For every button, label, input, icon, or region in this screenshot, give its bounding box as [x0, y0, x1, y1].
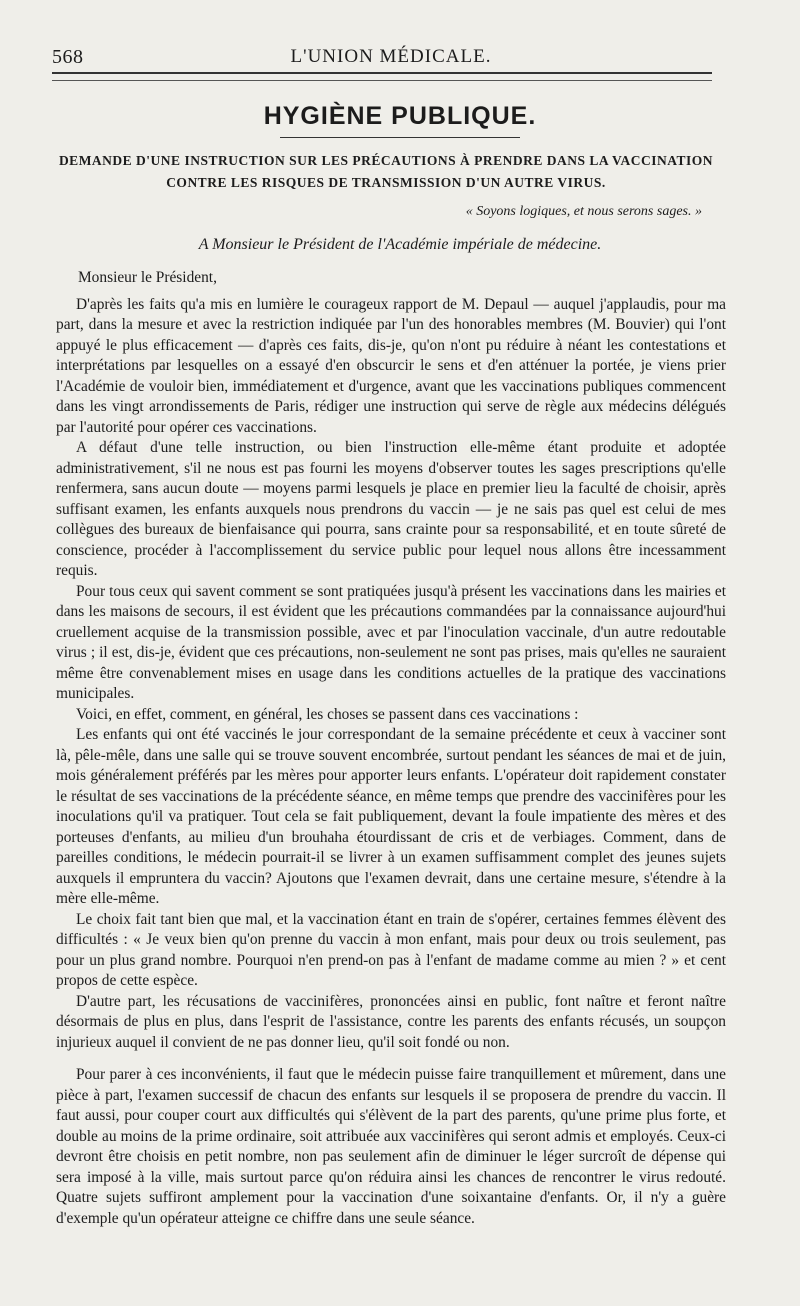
article-title: DEMANDE D'UNE INSTRUCTION SUR LES PRÉCAUTIONS À PRENDRE DANS LA VACCINATION CONTRE LES RISQUES DE TRANSMISSION D'UN AUTRE VIRUS. [58, 153, 714, 190]
header-rule-thin [52, 80, 712, 81]
paragraph: Les enfants qui ont été vaccinés le jour correspondant de la semaine précédente et ceux à vacciner sont là, pêle-mêle, dans une salle qui se trouve souvent encombrée, surtout pendant les séances de mai et de juin, mois généralement préférés par les mères pour apporter leurs enfants. L'opérateur doit rapidement constater le résultat de ses vaccinations de la précédente séance, en même temps que prendre des vaccinifères pour les inoculations qu'il va pratiquer. Tout cela se fait publiquement, devant la foule impatiente des mères et des porteuses d'enfants, au milieu d'un brouhaha étourdissant de cris et de verbiages. Comment, dans de pareilles conditions, le médecin pourrait-il se livrer à un examen suffisamment complet des jeunes sujets auxquels il empruntera du vaccin? Ajoutons que l'examen devrait, dans une certaine mesure, s'étendre à la mère elle-même. [56, 726, 726, 907]
paragraph: D'autre part, les récusations de vaccinifères, prononcées ainsi en public, font naître et feront naître désormais de plus en plus, dans l'esprit de l'assistance, contre les parents des enfants récusés, un soupçon injurieux auquel il convient de ne pas donner lieu, qu'il soit fondé ou non. [56, 992, 726, 1051]
paragraph: Le choix fait tant bien que mal, et la vaccination étant en train de s'opérer, certaines femmes élèvent des difficultés : « Je veux bien qu'on prenne du vaccin à mon enfant, mais pour deux ou trois seulement, pas pour un plus grand nombre. Pourquoi n'en prend-on pas à l'enfant de madame comme au mien ? » et cent propos de cette espèce. [56, 910, 726, 989]
paragraph: Pour tous ceux qui savent comment se sont pratiquées jusqu'à présent les vaccinations dans les mairies et dans les maisons de secours, il est évident que les précautions commandées par la connaissance aujourd'hui cruellement acquise de la transmission possible, avec et par l'inoculation vaccinale, d'un autre redoutable virus ; il est, dis-je, évident que ces précautions, non-seulement ne sont pas prises, mais qu'elles ne sauraient même être convenablement mises en usage dans les conditions actuelles de la pratique des vaccinations municipales. [56, 582, 726, 702]
epigraph: « Soyons logiques, et nous serons sages. » [465, 204, 702, 219]
paragraph: Pour parer à ces inconvénients, il faut que le médecin puisse faire tranquillement et mûrement, dans une pièce à part, l'examen successif de chacun des enfants sur lesquels il se proposera de prendre du vaccin. Il faut aussi, pour couper court aux difficultés qui s'élèvent de la part des parents, qu'une prime plus forte, et double au moins de la prime ordinaire, soit attribuée aux vaccinifères qui seront admis et employés. Ceux-ci devront être choisis en petit nombre, non pas seulement afin de diminuer le léger surcroît de dépense qui sera imposé à la ville, mais surtout parce qu'on réduira ainsi les chances de rencontrer le virus redouté. Quatre sujets suffiront amplement pour la vaccination d'une soixantaine d'enfants. Or, il n'y a guère d'exemple qu'un opérateur atteigne ce chiffre dans une seule séance. [56, 1066, 726, 1227]
journal-title: L'UNION MÉDICALE. [290, 46, 492, 67]
paragraph: Voici, en effet, comment, en général, les choses se passent dans ces vaccinations : [76, 705, 579, 723]
addressee: A Monsieur le Président de l'Académie impériale de médecine. [198, 236, 602, 253]
running-head [52, 46, 730, 70]
paragraph: A défaut d'une telle instruction, ou bien l'instruction elle-même étant produite et adoptée administrativement, s'il ne nous est pas fourni les moyens d'observer toutes les sages prescriptions qu'elle renfermera, sans aucun doute — moyens parmi lesquels je place en premier lieu la faculté de choisir, après suffisant examen, les enfants auxquels nous prendrons du vaccin — je ne sais pas quel est celui de mes collègues des bureaux de bienfaisance qui pourra, sans crainte pour sa responsabilité, et en toute sûreté de conscience, procéder à l'accomplissement du service public pour lequel nous allons être incessamment requis. [56, 439, 726, 579]
letter-body [56, 268, 726, 1229]
paragraph: D'après les faits qu'a mis en lumière le courageux rapport de M. Depaul — auquel j'applaudis, pour ma part, dans la mesure et avec la restriction indiquée par l'un des honorables membres (M. Bouvier) qui l'ont appuyé le plus efficacement — d'après ces faits, dis-je, qu'on n'ont pu réduire à néant les contestations et interprétations par lesquelles on a essayé d'en obscurcir le sens et d'en atténuer la portée, je viens prier l'Académie de vouloir bien, immédiatement et d'urgence, avant que les vaccinations publiques commencent dans les vingt arrondissements de Paris, rédiger une instruction qui serve de règle aux médecins délégués par l'autorité pour opérer ces vaccinations. [56, 295, 726, 436]
section-title-rule [280, 137, 520, 138]
page-number: 568 [52, 46, 84, 68]
salutation: Monsieur le Président, [78, 269, 217, 286]
header-rule [52, 72, 712, 74]
section-title: HYGIÈNE PUBLIQUE. [263, 102, 537, 130]
